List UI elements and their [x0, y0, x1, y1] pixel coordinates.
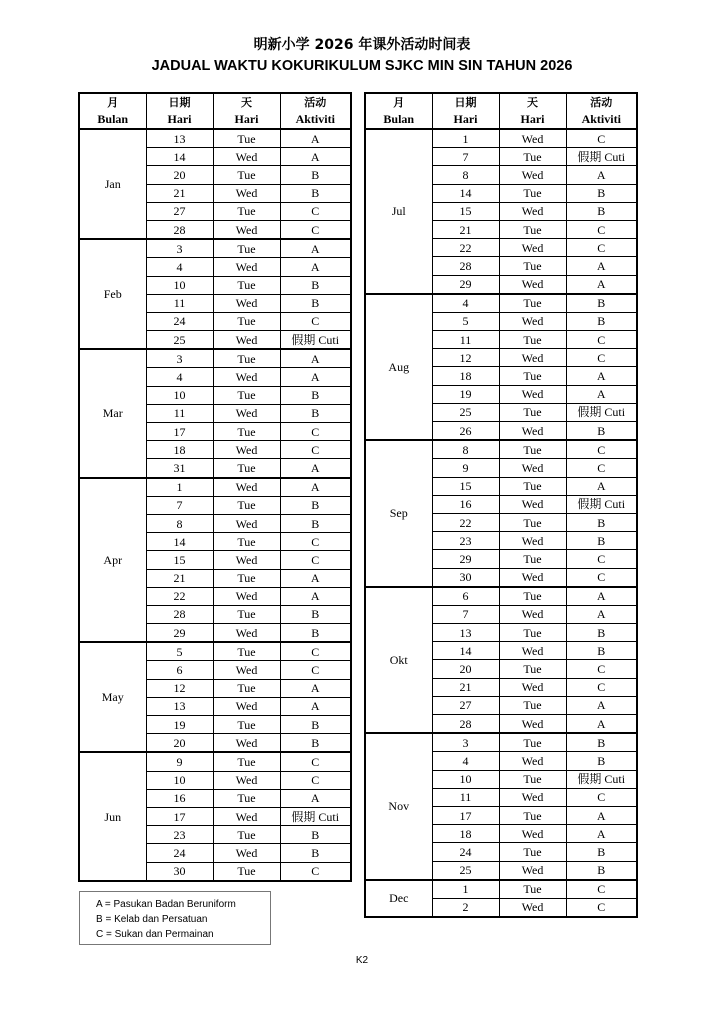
date-cell: 26: [432, 422, 499, 441]
header-aktiviti: 活动 Aktiviti: [566, 93, 637, 129]
date-cell: 17: [146, 423, 213, 441]
day-cell: Tue: [499, 403, 566, 421]
day-cell: Tue: [499, 513, 566, 531]
activity-cell: B: [566, 184, 637, 202]
date-cell: 27: [432, 696, 499, 714]
date-cell: 28: [146, 220, 213, 239]
day-cell: Tue: [499, 624, 566, 642]
header-hari: 天 Hari: [213, 93, 280, 129]
date-cell: 16: [432, 495, 499, 513]
activity-cell: C: [280, 642, 351, 661]
date-cell: 8: [146, 514, 213, 532]
day-cell: Tue: [213, 312, 280, 330]
day-cell: Tue: [499, 257, 566, 275]
table-row: [79, 349, 351, 368]
activity-cell: B: [280, 386, 351, 404]
activity-cell: C: [280, 312, 351, 330]
activity-cell: B: [566, 642, 637, 660]
activity-cell: B: [280, 624, 351, 643]
day-cell: Tue: [213, 276, 280, 294]
day-cell: Tue: [213, 386, 280, 404]
month-cell: Okt: [365, 587, 432, 734]
date-cell: 24: [146, 844, 213, 862]
activity-cell: 假期 Cuti: [566, 495, 637, 513]
day-cell: Wed: [213, 368, 280, 386]
date-cell: 14: [146, 533, 213, 551]
month-cell: Dec: [365, 880, 432, 917]
activity-cell: C: [566, 550, 637, 568]
date-cell: 13: [146, 697, 213, 715]
date-cell: 14: [432, 184, 499, 202]
activity-cell: B: [566, 513, 637, 531]
date-cell: 12: [432, 349, 499, 367]
activity-cell: C: [280, 423, 351, 441]
day-cell: Tue: [213, 239, 280, 258]
date-cell: 10: [146, 386, 213, 404]
table-row: [365, 587, 637, 606]
month-cell: Mar: [79, 349, 146, 477]
activity-cell: C: [280, 202, 351, 220]
day-cell: Wed: [499, 568, 566, 587]
day-cell: Wed: [213, 551, 280, 569]
day-cell: Tue: [213, 569, 280, 587]
day-cell: Tue: [213, 129, 280, 148]
date-cell: 15: [146, 551, 213, 569]
activity-cell: C: [280, 661, 351, 679]
date-cell: 17: [146, 807, 213, 825]
date-cell: 4: [146, 258, 213, 276]
day-cell: Tue: [499, 331, 566, 349]
month-cell: Jan: [79, 129, 146, 239]
day-cell: Wed: [499, 239, 566, 257]
legend-item-c: C = Sukan dan Permainan: [96, 929, 214, 940]
table-row: [79, 478, 351, 497]
date-cell: 11: [146, 404, 213, 422]
month-cell: Jul: [365, 129, 432, 294]
activity-cell: B: [566, 624, 637, 642]
day-cell: Wed: [213, 148, 280, 166]
day-cell: Tue: [499, 696, 566, 714]
activity-cell: C: [566, 788, 637, 806]
date-cell: 20: [146, 166, 213, 184]
activity-cell: C: [280, 533, 351, 551]
day-cell: Wed: [499, 495, 566, 513]
day-cell: Wed: [213, 258, 280, 276]
table-row: [79, 129, 351, 148]
activity-cell: C: [280, 752, 351, 771]
date-cell: 23: [432, 532, 499, 550]
date-cell: 28: [432, 715, 499, 734]
day-cell: Tue: [499, 440, 566, 459]
date-cell: 9: [432, 459, 499, 477]
date-cell: 24: [432, 843, 499, 861]
date-cell: 16: [146, 789, 213, 807]
date-cell: 10: [432, 770, 499, 788]
activity-cell: C: [566, 880, 637, 899]
day-cell: Tue: [213, 679, 280, 697]
day-cell: Wed: [213, 661, 280, 679]
date-cell: 17: [432, 806, 499, 824]
month-cell: Nov: [365, 733, 432, 880]
header-bulan: 月 Bulan: [79, 93, 146, 129]
activity-cell: C: [566, 898, 637, 917]
day-cell: Tue: [213, 789, 280, 807]
activity-cell: B: [566, 294, 637, 313]
date-cell: 3: [146, 239, 213, 258]
activity-cell: A: [280, 587, 351, 605]
page-title-malay: JADUAL WAKTU KOKURIKULUM SJKC MIN SIN TAHUN 2026: [151, 58, 573, 74]
date-cell: 18: [432, 825, 499, 843]
activity-cell: C: [280, 862, 351, 881]
day-cell: Tue: [499, 880, 566, 899]
date-cell: 19: [146, 716, 213, 734]
date-cell: 29: [146, 624, 213, 643]
date-cell: 29: [432, 275, 499, 294]
date-cell: 11: [146, 294, 213, 312]
date-cell: 18: [146, 441, 213, 459]
activity-cell: B: [280, 276, 351, 294]
day-cell: Tue: [499, 477, 566, 495]
activity-cell: B: [280, 294, 351, 312]
day-cell: Tue: [499, 184, 566, 202]
table-header-row: [79, 93, 351, 129]
day-cell: Wed: [213, 697, 280, 715]
month-cell: Feb: [79, 239, 146, 349]
date-cell: 19: [432, 385, 499, 403]
date-cell: 30: [146, 862, 213, 881]
day-cell: Tue: [213, 459, 280, 478]
day-cell: Tue: [213, 862, 280, 881]
day-cell: Tue: [499, 148, 566, 166]
day-cell: Wed: [499, 715, 566, 734]
day-cell: Wed: [213, 184, 280, 202]
activity-cell: A: [280, 349, 351, 368]
day-cell: Wed: [213, 734, 280, 753]
activity-cell: B: [566, 312, 637, 330]
date-cell: 7: [432, 605, 499, 623]
date-cell: 3: [432, 733, 499, 752]
activity-cell: A: [566, 166, 637, 184]
date-cell: 4: [432, 294, 499, 313]
day-cell: Tue: [499, 550, 566, 568]
date-cell: 1: [432, 880, 499, 899]
day-cell: Tue: [499, 770, 566, 788]
activity-cell: C: [566, 678, 637, 696]
activity-cell: B: [566, 752, 637, 770]
activity-cell: B: [566, 861, 637, 880]
activity-cell: B: [280, 404, 351, 422]
activity-cell: B: [566, 532, 637, 550]
schedule-table-jan-jun: [78, 92, 352, 882]
activity-cell: B: [280, 826, 351, 844]
month-cell: May: [79, 642, 146, 752]
table-row: [79, 752, 351, 771]
date-cell: 6: [146, 661, 213, 679]
day-cell: Wed: [499, 605, 566, 623]
day-cell: Wed: [499, 349, 566, 367]
activity-cell: A: [280, 789, 351, 807]
legend-item-b: B = Kelab dan Persatuan: [96, 914, 208, 925]
activity-cell: A: [566, 385, 637, 403]
activity-cell: 假期 Cuti: [566, 770, 637, 788]
day-cell: Tue: [213, 202, 280, 220]
table-row: [365, 733, 637, 752]
activity-cell: C: [566, 459, 637, 477]
date-cell: 15: [432, 202, 499, 220]
activity-cell: C: [566, 349, 637, 367]
date-cell: 8: [432, 166, 499, 184]
month-cell: Aug: [365, 294, 432, 441]
date-cell: 20: [432, 660, 499, 678]
legend-item-a: A = Pasukan Badan Beruniform: [96, 899, 236, 910]
day-cell: Wed: [499, 678, 566, 696]
date-cell: 22: [432, 239, 499, 257]
schedule-table-jul-dec: [364, 92, 638, 918]
activity-cell: A: [566, 587, 637, 606]
activity-cell: B: [566, 733, 637, 752]
day-cell: Tue: [213, 716, 280, 734]
date-cell: 21: [146, 184, 213, 202]
day-cell: Tue: [499, 294, 566, 313]
day-cell: Tue: [213, 605, 280, 623]
day-cell: Wed: [499, 275, 566, 294]
day-cell: Wed: [213, 220, 280, 239]
date-cell: 7: [432, 148, 499, 166]
date-cell: 13: [432, 624, 499, 642]
activity-cell: B: [280, 166, 351, 184]
day-cell: Wed: [499, 752, 566, 770]
date-cell: 29: [432, 550, 499, 568]
day-cell: Wed: [213, 478, 280, 497]
activity-cell: 假期 Cuti: [566, 403, 637, 421]
activity-cell: A: [566, 696, 637, 714]
activity-cell: A: [566, 367, 637, 385]
activity-cell: A: [566, 257, 637, 275]
activity-legend: [79, 891, 271, 945]
activity-cell: A: [280, 459, 351, 478]
activity-cell: B: [566, 422, 637, 441]
date-cell: 27: [146, 202, 213, 220]
header-tarikh: 日期 Hari: [432, 93, 499, 129]
day-cell: Tue: [213, 166, 280, 184]
table-row: [365, 129, 637, 148]
date-cell: 21: [432, 220, 499, 238]
date-cell: 5: [432, 312, 499, 330]
date-cell: 25: [432, 403, 499, 421]
day-cell: Tue: [213, 826, 280, 844]
header-tarikh: 日期 Hari: [146, 93, 213, 129]
day-cell: Wed: [213, 844, 280, 862]
day-cell: Tue: [499, 843, 566, 861]
day-cell: Wed: [213, 294, 280, 312]
activity-cell: A: [280, 368, 351, 386]
date-cell: 14: [146, 148, 213, 166]
day-cell: Wed: [499, 166, 566, 184]
activity-cell: B: [280, 184, 351, 202]
date-cell: 22: [146, 587, 213, 605]
activity-cell: C: [566, 129, 637, 148]
date-cell: 18: [432, 367, 499, 385]
table-row: [365, 294, 637, 313]
date-cell: 31: [146, 459, 213, 478]
activity-cell: A: [566, 275, 637, 294]
date-cell: 20: [146, 734, 213, 753]
page-title-chinese: 明新小学 2026 年课外活动时间表: [253, 37, 471, 53]
activity-cell: A: [280, 258, 351, 276]
table-row: [79, 642, 351, 661]
day-cell: Tue: [213, 349, 280, 368]
activity-cell: B: [280, 605, 351, 623]
date-cell: 1: [432, 129, 499, 148]
activity-cell: C: [280, 771, 351, 789]
date-cell: 28: [432, 257, 499, 275]
month-cell: Jun: [79, 752, 146, 880]
activity-cell: B: [280, 496, 351, 514]
date-cell: 21: [432, 678, 499, 696]
activity-cell: C: [566, 331, 637, 349]
date-cell: 25: [146, 331, 213, 350]
activity-cell: C: [566, 660, 637, 678]
day-cell: Wed: [499, 642, 566, 660]
day-cell: Wed: [499, 385, 566, 403]
activity-cell: B: [280, 716, 351, 734]
activity-cell: A: [280, 679, 351, 697]
activity-cell: C: [566, 568, 637, 587]
date-cell: 6: [432, 587, 499, 606]
activity-cell: C: [280, 441, 351, 459]
page-footer-code: K2: [355, 955, 369, 966]
date-cell: 28: [146, 605, 213, 623]
date-cell: 30: [432, 568, 499, 587]
date-cell: 9: [146, 752, 213, 771]
activity-cell: A: [280, 239, 351, 258]
day-cell: Wed: [213, 404, 280, 422]
day-cell: Wed: [499, 202, 566, 220]
activity-cell: 假期 Cuti: [280, 331, 351, 350]
day-cell: Tue: [213, 423, 280, 441]
day-cell: Tue: [499, 220, 566, 238]
date-cell: 25: [432, 861, 499, 880]
day-cell: Wed: [499, 861, 566, 880]
day-cell: Tue: [213, 496, 280, 514]
day-cell: Wed: [499, 825, 566, 843]
day-cell: Wed: [499, 532, 566, 550]
day-cell: Tue: [213, 642, 280, 661]
activity-cell: A: [280, 569, 351, 587]
activity-cell: 假期 Cuti: [566, 148, 637, 166]
activity-cell: C: [566, 220, 637, 238]
day-cell: Wed: [213, 771, 280, 789]
date-cell: 11: [432, 331, 499, 349]
day-cell: Wed: [213, 624, 280, 643]
day-cell: Wed: [213, 331, 280, 350]
activity-cell: B: [280, 514, 351, 532]
day-cell: Wed: [499, 459, 566, 477]
activity-cell: B: [566, 202, 637, 220]
date-cell: 10: [146, 771, 213, 789]
activity-cell: A: [566, 605, 637, 623]
table-row: [365, 880, 637, 899]
month-cell: Sep: [365, 440, 432, 587]
activity-cell: A: [280, 148, 351, 166]
date-cell: 3: [146, 349, 213, 368]
date-cell: 4: [146, 368, 213, 386]
date-cell: 10: [146, 276, 213, 294]
table-row: [365, 440, 637, 459]
day-cell: Tue: [499, 367, 566, 385]
activity-cell: A: [566, 825, 637, 843]
activity-cell: A: [566, 806, 637, 824]
day-cell: Wed: [213, 807, 280, 825]
activity-cell: A: [566, 715, 637, 734]
activity-cell: C: [566, 440, 637, 459]
activity-cell: B: [280, 844, 351, 862]
date-cell: 4: [432, 752, 499, 770]
day-cell: Wed: [213, 441, 280, 459]
day-cell: Tue: [213, 533, 280, 551]
date-cell: 5: [146, 642, 213, 661]
header-aktiviti: 活动 Aktiviti: [280, 93, 351, 129]
day-cell: Wed: [499, 788, 566, 806]
day-cell: Wed: [499, 422, 566, 441]
table-header-row: [365, 93, 637, 129]
date-cell: 15: [432, 477, 499, 495]
activity-cell: A: [280, 129, 351, 148]
activity-cell: 假期 Cuti: [280, 807, 351, 825]
day-cell: Wed: [499, 898, 566, 917]
activity-cell: C: [280, 220, 351, 239]
date-cell: 21: [146, 569, 213, 587]
date-cell: 13: [146, 129, 213, 148]
date-cell: 8: [432, 440, 499, 459]
date-cell: 14: [432, 642, 499, 660]
day-cell: Wed: [213, 514, 280, 532]
date-cell: 12: [146, 679, 213, 697]
day-cell: Tue: [499, 733, 566, 752]
activity-cell: A: [566, 477, 637, 495]
activity-cell: A: [280, 478, 351, 497]
header-bulan: 月 Bulan: [365, 93, 432, 129]
date-cell: 24: [146, 312, 213, 330]
date-cell: 1: [146, 478, 213, 497]
date-cell: 23: [146, 826, 213, 844]
month-cell: Apr: [79, 478, 146, 643]
date-cell: 11: [432, 788, 499, 806]
day-cell: Wed: [499, 312, 566, 330]
activity-cell: C: [280, 551, 351, 569]
activity-cell: C: [566, 239, 637, 257]
activity-cell: B: [566, 843, 637, 861]
day-cell: Wed: [499, 129, 566, 148]
date-cell: 2: [432, 898, 499, 917]
activity-cell: A: [280, 697, 351, 715]
date-cell: 22: [432, 513, 499, 531]
day-cell: Tue: [499, 587, 566, 606]
day-cell: Tue: [213, 752, 280, 771]
table-row: [79, 239, 351, 258]
header-hari: 天 Hari: [499, 93, 566, 129]
day-cell: Tue: [499, 806, 566, 824]
day-cell: Wed: [213, 587, 280, 605]
day-cell: Tue: [499, 660, 566, 678]
date-cell: 7: [146, 496, 213, 514]
activity-cell: B: [280, 734, 351, 753]
